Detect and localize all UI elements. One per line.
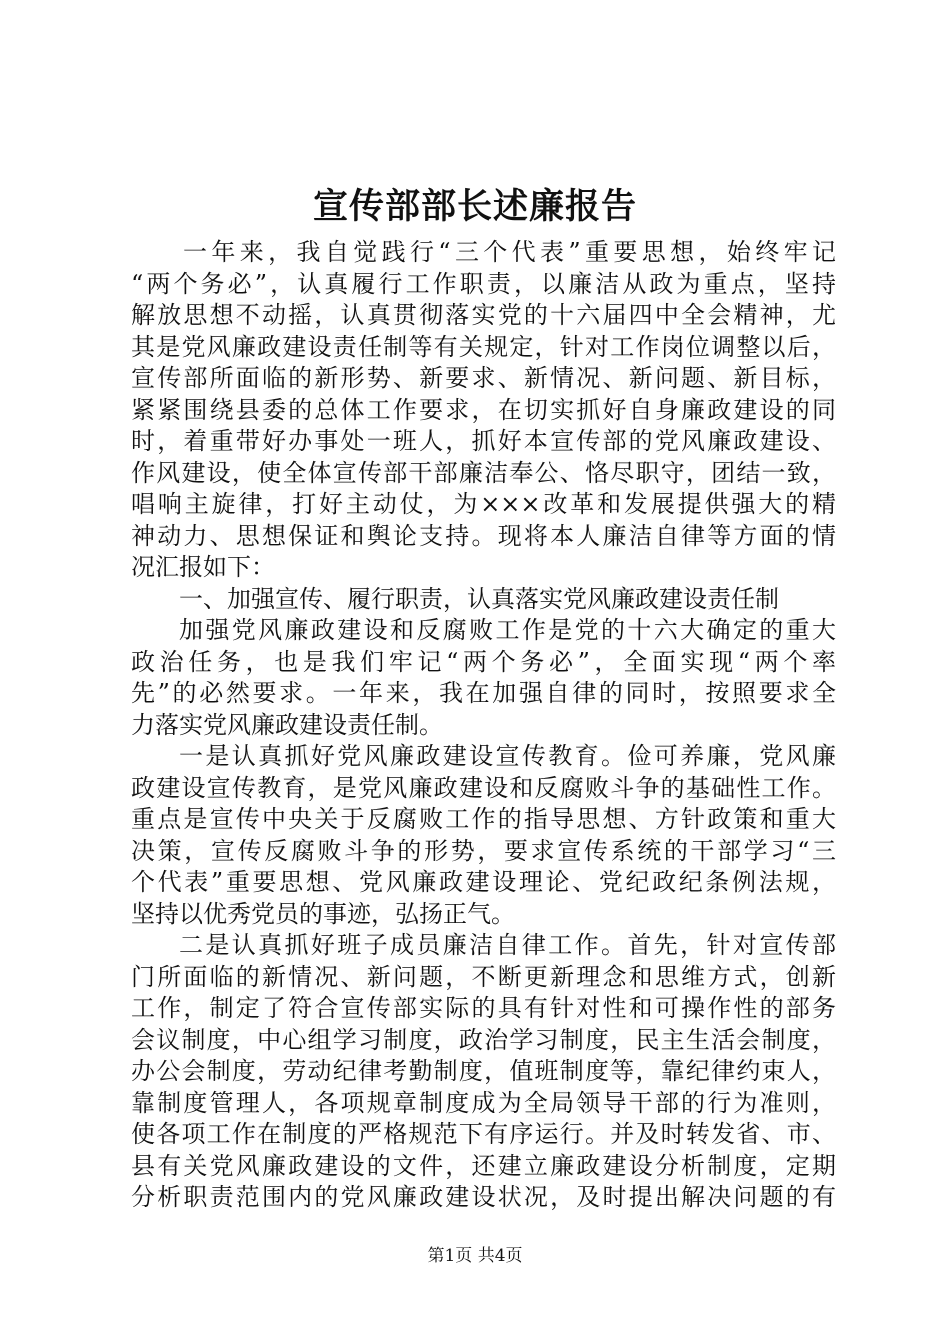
text-line: 坚持以优秀党员的事迹，弘扬正气。	[131, 899, 515, 928]
page-footer: 第1页 共4页	[427, 1246, 523, 1266]
text-line: 先”的必然要求。一年来，我在加强自律的同时，按照要求全	[131, 679, 836, 707]
text-line: 作风建设，使全体宣传部干部廉洁奉公、恪尽职守，团结一致，	[131, 458, 836, 487]
document-body	[131, 237, 836, 1214]
text-line: 门所面临的新情况、新问题，不断更新理念和思维方式，创新	[131, 962, 836, 991]
text-line: 政建设宣传教育，是党风廉政建设和反腐败斗争的基础性工作。	[131, 773, 836, 802]
text-line: 况汇报如下：	[131, 553, 275, 581]
text-line: 工作，制定了符合宣传部实际的具有针对性和可操作性的部务	[131, 994, 836, 1022]
document-title: 宣传部部长述廉报告	[312, 186, 637, 227]
text-line: 其是党风廉政建设责任制等有关规定，针对工作岗位调整以后，	[131, 332, 836, 361]
text-line: 解放思想不动摇，认真贯彻落实党的十六届四中全会精神，尤	[131, 301, 836, 329]
text-line: 加强党风廉政建设和反腐败工作是党的十六大确定的重大	[179, 616, 836, 644]
text-line: 靠制度管理人，各项规章制度成为全局领导干部的行为准则，	[131, 1088, 836, 1117]
text-line: 使各项工作在制度的严格规范下有序运行。并及时转发省、市、	[131, 1120, 836, 1148]
text-line: 重点是宣传中央关于反腐败工作的指导思想、方针政策和重大	[131, 805, 836, 833]
text-line: 唱响主旋律，打好主动仗，为×××改革和发展提供强大的精	[131, 490, 836, 518]
text-line: 政治任务，也是我们牢记“两个务必”，全面实现“两个率	[131, 647, 836, 676]
text-line: 紧紧围绕县委的总体工作要求，在切实抓好自身廉政建设的同	[131, 395, 836, 424]
text-line: 决策，宣传反腐败斗争的形势，要求宣传系统的干部学习“三	[131, 836, 836, 865]
text-line: 时，着重带好办事处一班人，抓好本宣传部的党风廉政建设、	[131, 427, 836, 455]
text-line: 会议制度，中心组学习制度，政治学习制度，民主生活会制度，	[131, 1025, 836, 1054]
text-line: 神动力、思想保证和舆论支持。现将本人廉洁自律等方面的情	[131, 521, 836, 550]
text-line: 二是认真抓好班子成员廉洁自律工作。首先，针对宣传部	[179, 931, 836, 959]
text-line: 分析职责范围内的党风廉政建设状况，及时提出解决问题的有	[131, 1183, 836, 1211]
text-line: “两个务必”，认真履行工作职责，以廉洁从政为重点，坚持	[131, 269, 836, 298]
text-line: 办公会制度，劳动纪律考勤制度，值班制度等，靠纪律约束人，	[131, 1057, 836, 1085]
section-heading: 一、加强宣传、履行职责，认真落实党风廉政建设责任制	[179, 584, 779, 613]
text-line: 县有关党风廉政建设的文件，还建立廉政建设分析制度，定期	[131, 1151, 836, 1180]
text-line: 个代表”重要思想、党风廉政建设理论、党纪政纪条例法规，	[131, 868, 836, 896]
text-line: 一年来，我自觉践行“三个代表”重要思想，始终牢记	[183, 238, 836, 266]
text-line: 力落实党风廉政建设责任制。	[131, 710, 443, 739]
text-line: 一是认真抓好党风廉政建设宣传教育。俭可养廉，党风廉	[179, 742, 836, 770]
text-line: 宣传部所面临的新形势、新要求、新情况、新问题、新目标，	[131, 364, 836, 392]
